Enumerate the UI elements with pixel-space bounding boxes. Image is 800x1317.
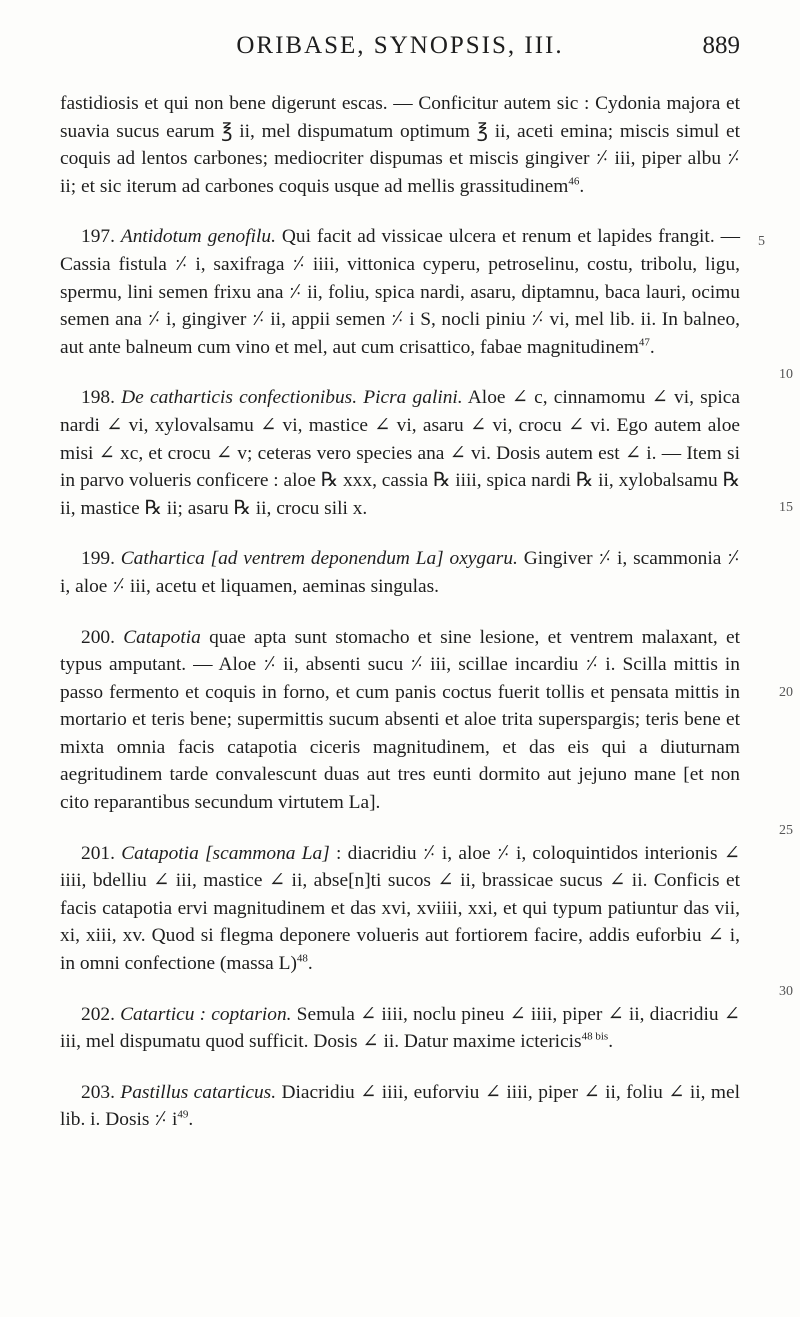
section-number: 200. (81, 626, 115, 648)
section-number: 203. (81, 1081, 115, 1103)
section-title: Catapotia [scammona La] (121, 842, 330, 864)
paragraph-201 (60, 840, 793, 999)
section-title: De catharticis confectionibus. Picra galini. (121, 387, 463, 409)
section-number: 199. (81, 548, 115, 570)
footnote-ref: 49 (177, 1108, 189, 1121)
line-number-5: 5 (758, 234, 765, 249)
section-title: Cathartica [ad ventrem deponendum La] oxygaru. (120, 548, 518, 570)
line-number-20: 20 (779, 684, 793, 700)
page-header (60, 32, 740, 72)
paragraph-203 (60, 1079, 740, 1134)
paragraph-tail: . (608, 1031, 614, 1053)
line-number-30: 30 (779, 983, 793, 999)
section-number: 201. (81, 842, 115, 864)
footnote-ref: 48 bis (581, 1030, 609, 1043)
paragraph-text: Aloe ∠ c, cinnamomu ∠ vi, spica nardi ∠ vi, xylovalsamu ∠ vi, mastice ∠ vi, asaru ∠ vi, crocu ∠ vi. Ego autem aloe misi ∠ xc, et crocu ∠ v; ceteras vero species ana ∠ vi. Dosis autem est ∠ i. — Item si in parvo volueris conficere : aloe ℞ xxx, cassia ℞ iiii, spica nardi ℞ ii, xylobalsamu ℞ ii, mastice ℞ ii; asaru ℞ ii, crocu sili x. (60, 387, 740, 519)
line-number-15: 15 (779, 500, 793, 516)
paragraph-202 (60, 1001, 740, 1056)
section-number: 198. (81, 387, 115, 409)
body-text (60, 90, 793, 1134)
section-number: 202. (81, 1003, 115, 1025)
paragraph-text: Semula ∠ iiii, noclu pineu ∠ iiii, piper ∠ ii, diacridiu ∠ iii, mel dispumatu quod sufficit. Dosis ∠ ii. Datur maxime ictericis (60, 1003, 740, 1053)
section-title: Catarticu : coptarion. (120, 1003, 292, 1025)
paragraph-197 (60, 223, 793, 383)
footnote-ref: 46 (568, 175, 580, 188)
paragraph-200 (60, 624, 793, 838)
line-number-10: 10 (779, 367, 793, 383)
page-number: 889 (702, 32, 740, 59)
section-number: 197. (81, 226, 115, 248)
paragraph-199 (60, 545, 740, 600)
section-title: Antidotum genofilu. (120, 226, 276, 248)
paragraph-text: Qui facit ad vissicae ulcera et renum et lapides frangit. — Cassia fistula ⸓ i, saxifraga ⸓ iiii, vittonica cyperu, petroselinu, costu, tribolu, ligu, spermu, lini semen frixu ana ⸓ ii, foliu, spica nardi, asaru, diptamnu, baca lauri, ocimu semen ana ⸓ i, gingiver ⸓ ii, appii semen ⸓ i S, nocli piniu ⸓ vi, mel lib. ii. In balneo, aut ante balneum cum vino et mel, aut cum crisattico, fabae magnitudinem (60, 226, 740, 358)
paragraph-text: quae apta sunt stomacho et sine lesione, et ventrem malaxant, et typus amputant. — Aloe ⸓ ii, absenti sucu ⸓ iii, scillae incardiu ⸓ i. Scilla mittis in passo fermento et coquis in forno, et cum panis coctus fuerit tollis et pensata mittis in mortario et teris bene; supermittis sucum absenti et aloe trita superspargis; teris bene et mixta omnia facis catapotia ciceris magnitudinem, et das eis qui a diuturnam aegritudinem tarde convalescunt duas aut tres eunti dormito aut jejuno mane [et non cito reparantibus secundum virtutem La]. (60, 626, 740, 814)
line-number-25: 25 (779, 822, 793, 838)
paragraph-text: Gingiver ⸓ i, scammonia ⸓ i, aloe ⸓ iii, acetu et liquamen, aeminas singulas. (60, 548, 740, 597)
footnote-ref: 48 (296, 952, 308, 965)
section-title: Pastillus catarticus. (120, 1081, 277, 1103)
paragraph-tail: . (649, 336, 655, 358)
running-title: ORIBASE, SYNOPSIS, III. (236, 32, 564, 59)
paragraph-text: : diacridiu ⸓ i, aloe ⸓ i, coloquintidos interionis ∠ iiii, bdelliu ∠ iii, mastice ∠ ii, abse[n]ti sucos ∠ ii, brassicae sucus ∠ ii. Conficis et facis catapotia ervi magnitudinem et das xvi, xviiii, xxi, et qui typum patiuntur das vii, xi, xiii, xv. Quod si flegma deponere volueris aut fortiorem facire, addis euforbiu ∠ i, in omni confectione (massa L) (60, 842, 740, 975)
paragraph-text: Diacridiu ∠ iiii, euforviu ∠ iiii, piper ∠ ii, foliu ∠ ii, mel lib. i. Dosis ⸓ i (60, 1081, 740, 1131)
paragraph-tail: . (307, 953, 313, 975)
paragraph-tail: . (188, 1109, 194, 1131)
section-title: Catapotia (123, 626, 201, 648)
footnote-ref: 47 (638, 336, 650, 349)
paragraph-198 (60, 384, 793, 522)
paragraph-tail: . (579, 175, 585, 197)
paragraph-text: fastidiosis et qui non bene digerunt escas. — Conficitur autem sic : Cydonia majora et suavia sucus earum ℥ ii, mel dispumatum optimum ℥ ii, aceti emina; miscis simul et coquis ad lentos carbones; mediocriter dispumas et miscis gingiver ⸓ iii, piper albu ⸓ ii; et sic iterum ad carbones coquis usque ad mellis grassitudinem (60, 93, 740, 197)
